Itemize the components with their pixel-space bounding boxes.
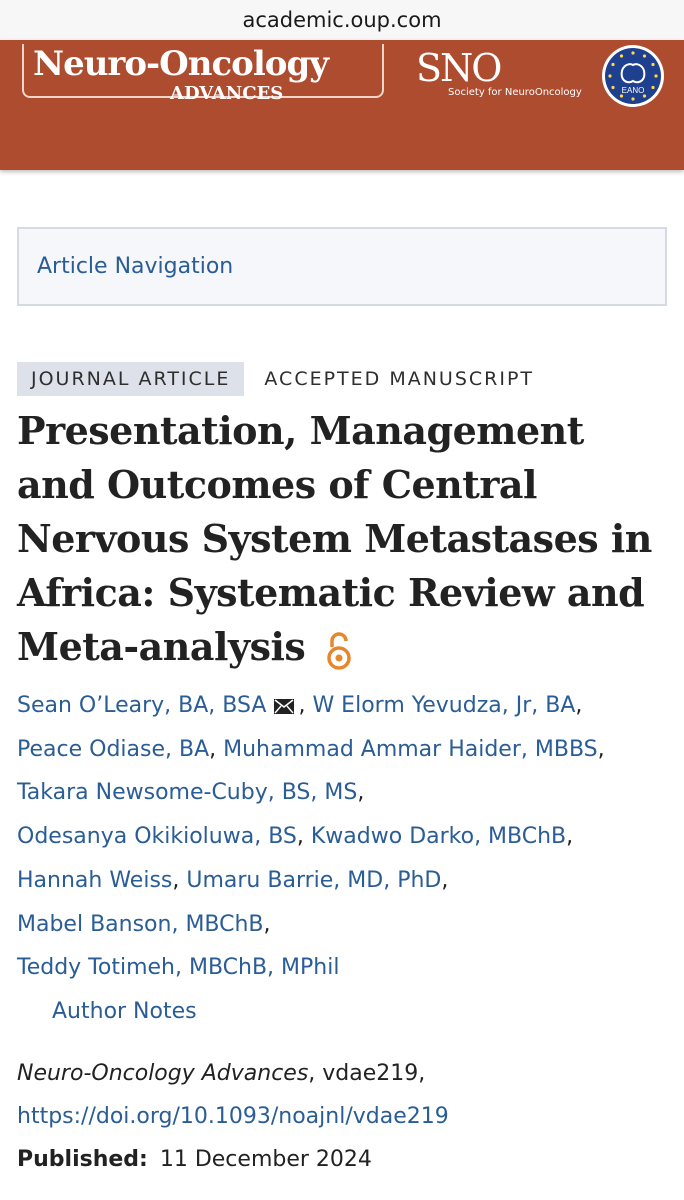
browser-url-bar[interactable]	[0, 0, 684, 40]
author-link[interactable]: Odesanya Okikioluwa, BS	[17, 824, 297, 850]
author-link[interactable]: Peace Odiase, BA	[17, 736, 210, 762]
published-date: 11 December 2024	[159, 1147, 372, 1172]
author-link[interactable]: Kwadwo Darko, MBChB	[310, 824, 567, 850]
published-label: Published:	[17, 1147, 148, 1172]
author-link[interactable]: Mabel Banson, MBChB	[17, 911, 264, 937]
author-link[interactable]: W Elorm Yevudza, Jr, BA	[312, 693, 576, 718]
author-link[interactable]: Teddy Totimeh, MBChB, MPhil	[17, 955, 340, 981]
eano-label: EANO	[621, 86, 645, 95]
citation-line	[17, 1052, 677, 1095]
doi-link[interactable]: https://doi.org/10.1093/noajnl/vdae219	[17, 1104, 449, 1129]
published-line	[17, 1138, 677, 1181]
author-link[interactable]: Muhammad Ammar Haider, MBBS	[223, 736, 598, 762]
author-link[interactable]: Takara Newsome-Cuby, BS, MS	[17, 780, 358, 806]
manuscript-status: ACCEPTED MANUSCRIPT	[264, 368, 535, 390]
article-id: , vdae219,	[308, 1061, 426, 1086]
article-type-tag: JOURNAL ARTICLE	[17, 362, 244, 396]
citation-block	[17, 1052, 677, 1181]
email-icon[interactable]	[274, 699, 294, 714]
author-list: Sean O’Leary, BA, BSA , W Elorm Yevudza, Jr, BA, Peace Odiase, BA, Muhammad Ammar Haider, MBBS, Takara Newsome-Cuby, BS, MS, Odesanya Okikioluwa, BS, Kwadwo Darko, MBChB, Hannah Weiss, Umaru Barrie, MD, PhD, Mabel Banson, MBChB, Teddy Totimeh, MBChB, MPhil Author Notes	[17, 684, 677, 1034]
article-type-row	[17, 361, 534, 397]
sno-logo[interactable]: SNO	[416, 46, 501, 90]
eano-logo[interactable]	[600, 43, 666, 109]
sno-society-name: Society for NeuroOncology	[448, 87, 582, 98]
article-navigation-toggle[interactable]	[17, 227, 667, 306]
article-title-text: Presentation, Management and Outcomes of Central Nervous System Metastases in Africa: Systematic Review and Meta-analysis	[17, 408, 652, 669]
journal-logo-subtitle: ADVANCES	[170, 83, 284, 104]
author-link[interactable]: Sean O’Leary, BA, BSA	[17, 693, 267, 718]
article-navigation-label[interactable]: Article Navigation	[37, 254, 234, 279]
journal-name: Neuro-Oncology Advances	[17, 1061, 309, 1086]
open-access-icon	[324, 631, 354, 671]
journal-banner	[0, 40, 684, 170]
author-link[interactable]: Umaru Barrie, MD, PhD	[186, 867, 442, 893]
journal-logo[interactable]: Neuro-Oncology	[33, 44, 328, 84]
url-text: academic.oup.com	[242, 8, 442, 32]
author-link[interactable]: Hannah Weiss	[17, 867, 173, 893]
author-notes-link[interactable]: Author Notes	[52, 998, 197, 1024]
article-title	[17, 404, 672, 674]
